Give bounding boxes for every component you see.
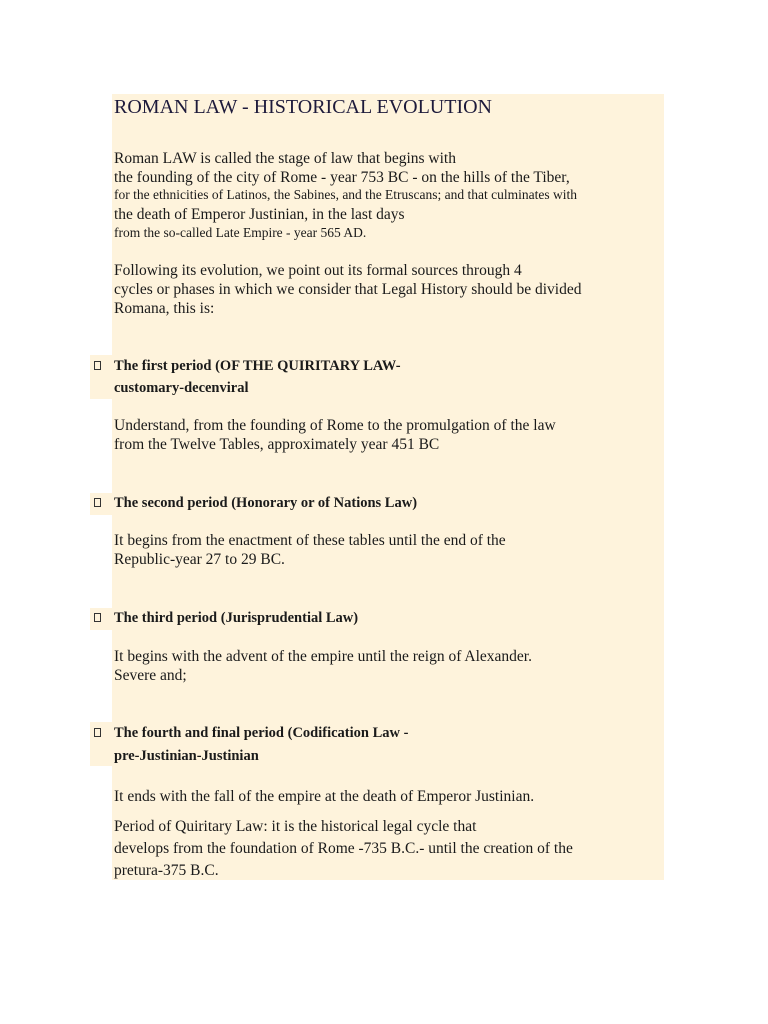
square-bullet-icon (94, 728, 101, 737)
page-title: ROMAN LAW - HISTORICAL EVOLUTION (114, 96, 492, 118)
closing-line-3: pretura-375 B.C. (114, 862, 219, 879)
period-4-body-line-1: It ends with the fall of the empire at the death of Emperor Justinian. (114, 788, 535, 805)
period-1-body-line-2: from the Twelve Tables, approximately year 451 BC (114, 436, 440, 453)
period-3-heading: The third period (Jurisprudential Law) (114, 610, 359, 626)
period-1-heading-line-1: The first period (OF THE QUIRITARY LAW- (114, 358, 401, 374)
intro-line-1: Roman LAW is called the stage of law that begins with (114, 150, 456, 167)
period-2-heading: The second period (Honorary or of Nations Law) (114, 495, 418, 511)
evolution-line-1: Following its evolution, we point out its formal sources through 4 (114, 262, 522, 279)
evolution-line-3: Romana, this is: (114, 300, 215, 317)
evolution-line-2: cycles or phases in which we consider that Legal History should be divided (114, 281, 582, 298)
closing-line-2: develops from the foundation of Rome -735 B.C.- until the creation of the (114, 840, 573, 857)
square-bullet-icon (94, 613, 101, 622)
square-bullet-icon (94, 498, 101, 507)
intro-line-2: the founding of the city of Rome - year 753 BC - on the hills of the Tiber, (114, 169, 570, 186)
period-4-heading-line-1: The fourth and final period (Codification Law - (114, 725, 409, 741)
period-3-body-line-1: It begins with the advent of the empire until the reign of Alexander. (114, 648, 532, 665)
period-1-body-line-1: Understand, from the founding of Rome to the promulgation of the law (114, 417, 556, 434)
square-bullet-icon (94, 361, 101, 370)
period-2-body-line-1: It begins from the enactment of these tables until the end of the (114, 532, 506, 549)
intro-line-5: from the so-called Late Empire - year 565 AD. (114, 225, 367, 240)
intro-line-4: the death of Emperor Justinian, in the last days (114, 206, 405, 223)
period-1-heading-line-2: customary-decenviral (114, 380, 249, 396)
period-3-body-line-2: Severe and; (114, 667, 187, 684)
period-2-body-line-2: Republic-year 27 to 29 BC. (114, 551, 285, 568)
closing-line-1: Period of Quiritary Law: it is the historical legal cycle that (114, 818, 477, 835)
period-4-heading-line-2: pre-Justinian-Justinian (114, 748, 259, 764)
intro-line-3: for the ethnicities of Latinos, the Sabines, and the Etruscans; and that culminates with (114, 187, 578, 202)
